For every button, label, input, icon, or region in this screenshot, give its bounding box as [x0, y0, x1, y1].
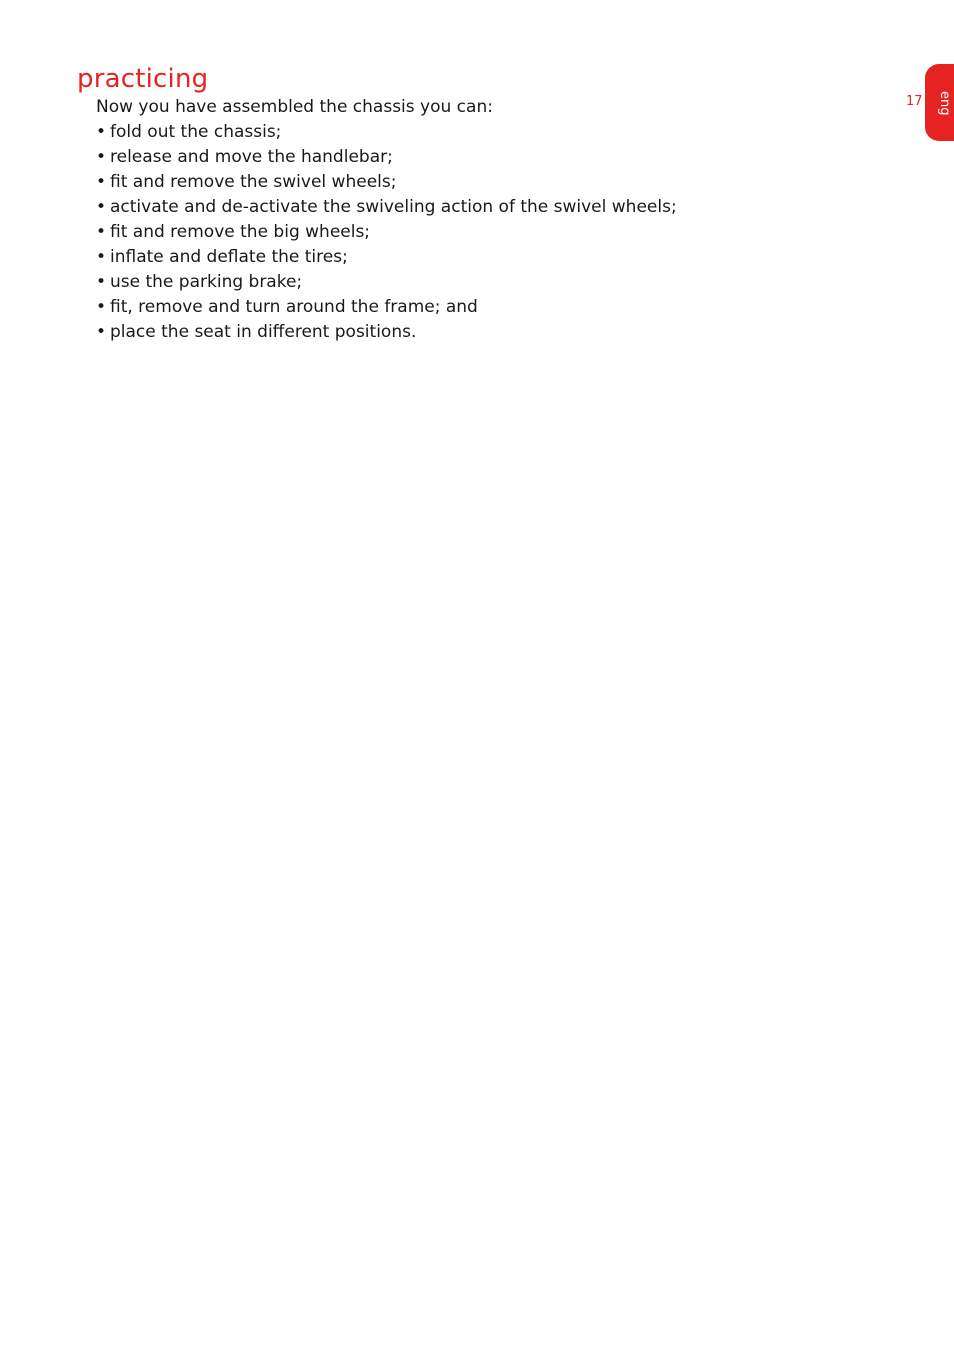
list-item-text: fit and remove the swivel wheels;	[110, 172, 397, 192]
page-number: 17	[906, 94, 923, 109]
list-item-text: place the seat in different positions.	[110, 322, 417, 342]
list-item	[96, 220, 677, 245]
list-item	[96, 120, 677, 145]
list-item	[96, 270, 677, 295]
bullet-icon: •	[96, 147, 107, 167]
list-item	[96, 245, 677, 270]
list-item-text: activate and de-activate the swiveling action of the swivel wheels;	[110, 197, 677, 217]
list-item	[96, 295, 677, 320]
list-item	[96, 195, 677, 220]
bullet-icon: •	[96, 122, 107, 142]
language-label: eng	[937, 91, 952, 116]
intro-text: Now you have assembled the chassis you can:	[96, 97, 493, 117]
list-item-text: use the parking brake;	[110, 272, 303, 292]
language-tab	[925, 64, 954, 141]
list-item-text: inflate and deflate the tires;	[110, 247, 348, 267]
list-item-text: fit and remove the big wheels;	[110, 222, 371, 242]
bullet-icon: •	[96, 172, 107, 192]
bullet-icon: •	[96, 247, 107, 267]
list-item	[96, 170, 677, 195]
bullet-icon: •	[96, 222, 107, 242]
bullet-icon: •	[96, 272, 107, 292]
list-item-text: fit, remove and turn around the frame; and	[110, 297, 478, 317]
list-item	[96, 145, 677, 170]
list-item	[96, 320, 677, 345]
list-item-text: fold out the chassis;	[110, 122, 282, 142]
list-item-text: release and move the handlebar;	[110, 147, 393, 167]
bullet-icon: •	[96, 197, 107, 217]
bullet-icon: •	[96, 322, 107, 342]
bullet-icon: •	[96, 297, 107, 317]
page-title: practicing	[77, 64, 209, 94]
instruction-list	[96, 120, 677, 345]
